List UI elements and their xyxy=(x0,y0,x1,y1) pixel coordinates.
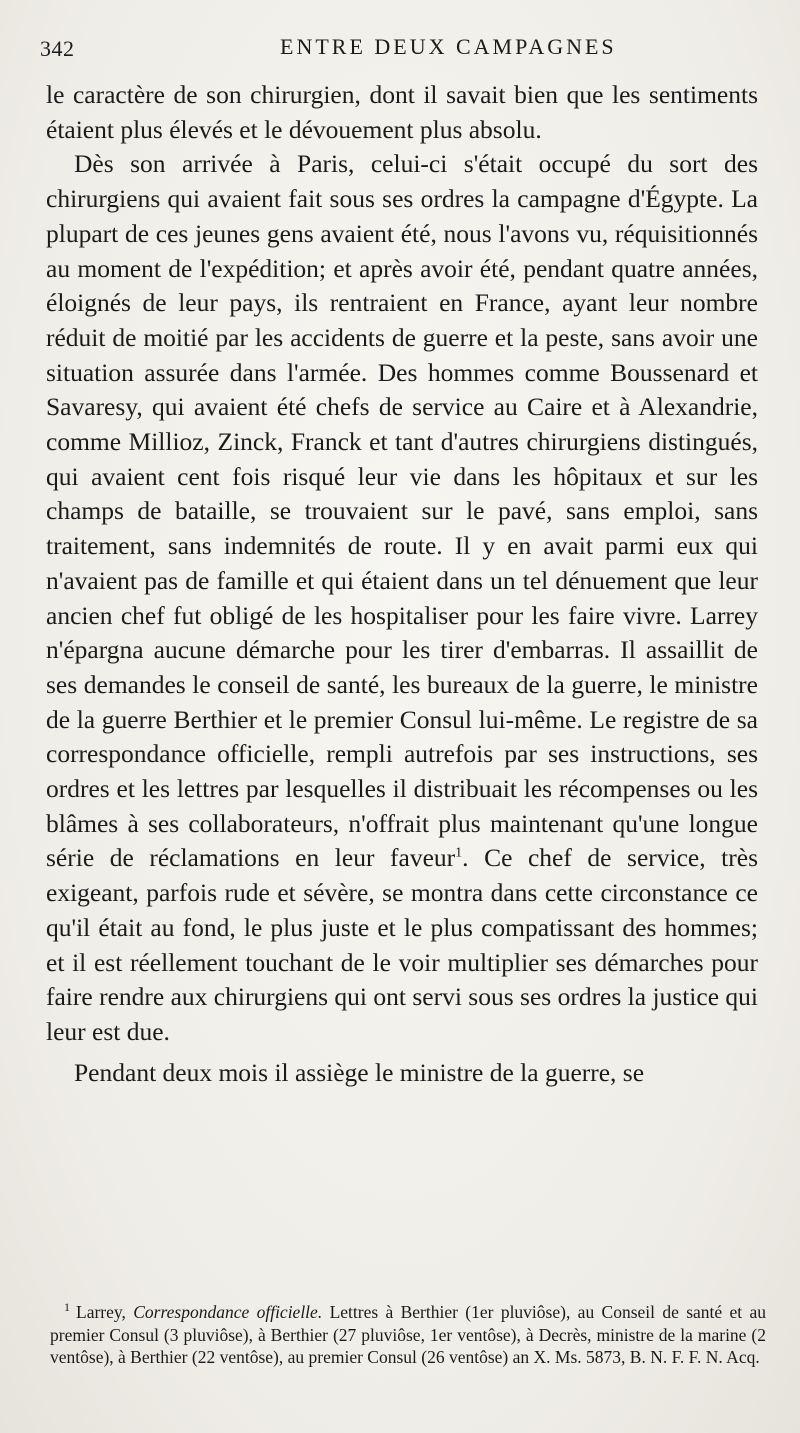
paragraph-2 xyxy=(46,147,758,1049)
footnote-text: Lettres à Berthier (1er pluviôse), au Conseil de santé et au premier Consul (3 pluviôse), à Berthier (27 pluviôse, 1er ventôse), à Decrès, ministre de la marine (2 ventôse), à Berthier (22 ventôse), au premier Consul (26 ventôse) an X. Ms. 5873, B. N. F. F. N. Acq. xyxy=(50,1302,767,1367)
paragraph-2-text-a: Dès son arrivée à Paris, celui-ci s'était occupé du sort des chirurgiens qui avaient fait sous ses ordres la campagne d'Égypte. La plupart de ces jeunes gens avaient été, nous l'avons vu, réquisitionnés au moment de l'expédition; et après avoir été, pendant quatre années, éloignés de leur pays, ils rentraient en France, ayant leur nombre réduit de moitié par les accidents de guerre et la peste, sans avoir une situation assurée dans l'armée. Des hommes comme Boussenard et Savaresy, qui avaient été chefs de service au Caire et à Alexandrie, comme Millioz, Zinck, Franck et tant d'autres chirurgiens distingués, qui avaient cent fois risqué leur vie dans les hôpitaux et sur les champs de bataille, se trouvaient sur le pavé, sans emploi, sans traitement, sans indemnités de route. Il y en avait parmi eux qui n'avaient pas de famille et qui étaient dans un tel dénuement que leur ancien chef fut obligé de les hospitaliser pour les faire vivre. Larrey n'épargna aucune démarche pour les tirer d'embarras. Il assaillit de ses demandes le conseil de santé, les bureaux de la guerre, le ministre de la guerre Berthier et le premier Consul lui-même. Le registre de sa correspondance officielle, rempli autrefois par ses instructions, ses ordres et les lettres par lesquelles il distribuait les récompenses ou les blâmes à ses collaborateurs, n'offrait plus maintenant qu'une longue série de réclamations en leur faveur xyxy=(46,149,758,873)
paragraph-1: le caractère de son chirurgien, dont il savait bien que les sentiments étaient plus élevés et le dévouement plus absolu. xyxy=(46,80,758,144)
footnote-author: Larrey, xyxy=(76,1302,126,1322)
page-header xyxy=(40,30,760,64)
footnote-1 xyxy=(50,1301,766,1369)
footnote-block xyxy=(50,1301,766,1369)
running-head: ENTRE DEUX CAMPAGNES xyxy=(280,34,617,59)
footnote-reference: 1 xyxy=(455,845,463,861)
paragraph-3: Pendant deux mois il assiège le ministre de la guerre, se xyxy=(74,1057,645,1087)
footnote-marker: 1 xyxy=(64,1300,70,1315)
paragraph-2-text-b: . Ce chef de service, très exigeant, parfois rude et sévère, se montra dans cette circonstance ce qu'il était au fond, le plus juste et le plus compatissant des hommes; et il est réellement touchant de le voir multiplier ses démarches pour faire rendre aux chirurgiens qui ont servi sous ses ordres la justice qui leur est due. xyxy=(46,843,758,1046)
footnote-title: Correspondance officielle. xyxy=(133,1302,323,1322)
page-number: 342 xyxy=(40,36,75,61)
main-text xyxy=(46,78,758,1090)
